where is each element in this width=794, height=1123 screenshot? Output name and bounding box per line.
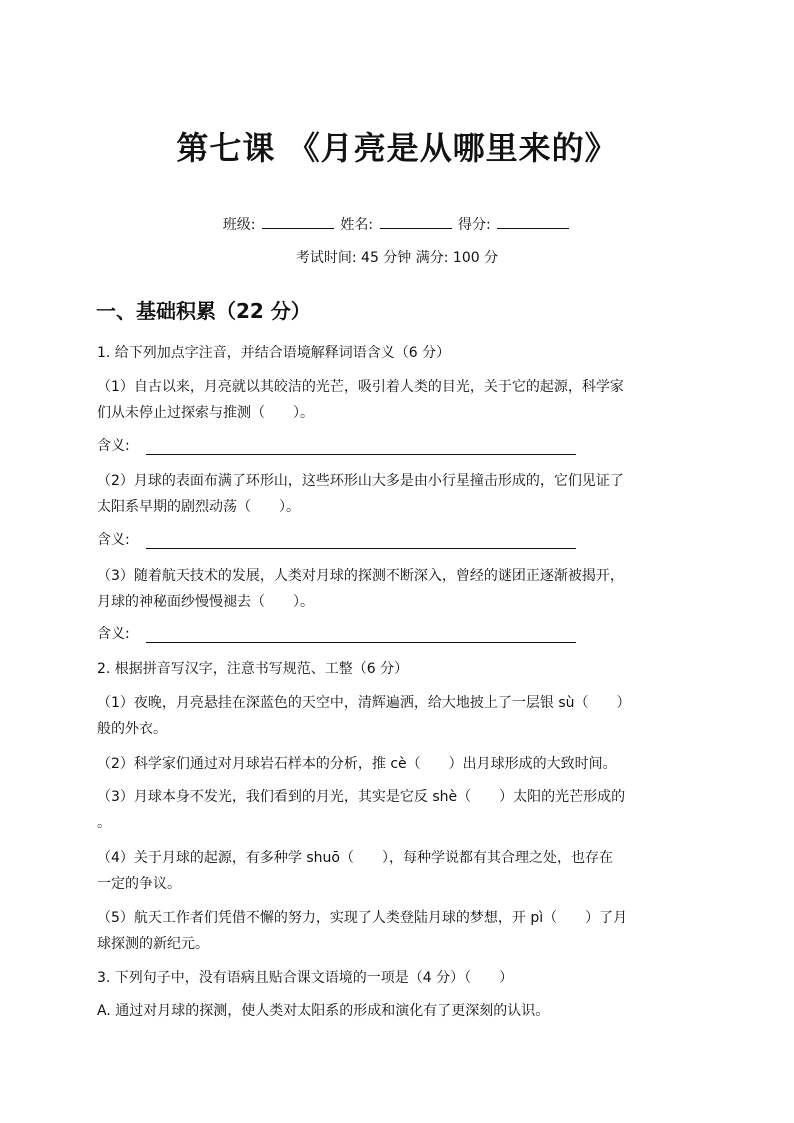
- meaning-answer-line[interactable]: [146, 548, 576, 549]
- item-line: （5）航天工作者们凭借不懈的努力，实现了人类登陆月球的梦想，开 pì（ ）了月: [97, 910, 628, 926]
- page-title: 第七课 《月亮是从哪里来的》: [176, 129, 618, 167]
- name-label: 姓名:: [340, 217, 374, 233]
- question-2-item-3: [97, 784, 707, 836]
- item-line: 月球的神秘面纱慢慢褪去（ ）。: [97, 594, 314, 610]
- question-2-item-5: [97, 905, 707, 957]
- student-info-row: [0, 214, 794, 236]
- meaning-label: 含义:: [97, 438, 130, 454]
- item-line: （1）夜晚，月亮悬挂在深蓝色的天空中，清辉遍洒，给大地披上了一层银 sù（ ）: [97, 695, 631, 711]
- section-heading: 一、基础积累（22 分）: [96, 299, 311, 323]
- question-2-item-4: [97, 845, 707, 897]
- question-1-item-2: [97, 468, 707, 520]
- item-line: （2）科学家们通过对月球岩石样本的分析，推 cè（ ）出月球形成的大致时间。: [97, 756, 617, 772]
- item-line: （3）随着航天技术的发展，人类对月球的探测不断深入，曾经的谜团正逐渐被揭开，: [97, 568, 624, 584]
- item-line: 们从未停止过探索与推测（ ）。: [97, 405, 314, 421]
- question-3-option-a[interactable]: A. 通过对月球的探测，使人类对太阳系的形成和演化有了更深刻的认识。: [97, 1003, 550, 1019]
- question-1-stem: 1. 给下列加点字注音，并结合语境解释词语含义（6 分）: [97, 345, 451, 361]
- item-line: 般的外衣。: [97, 721, 167, 737]
- score-label: 得分:: [458, 217, 491, 233]
- item-line: 太阳系早期的剧烈动荡（ ）。: [97, 499, 300, 515]
- class-blank: [262, 214, 334, 229]
- item-line: （1）自古以来，月亮就以其皎洁的光芒，吸引着人类的目光，关于它的起源，科学家: [97, 379, 624, 395]
- question-2-item-2: [97, 751, 707, 777]
- item-line: 一定的争议。: [97, 876, 181, 892]
- exam-info: 考试时间: 45 分钟 满分: 100 分: [295, 250, 499, 266]
- item-line: （2）月球的表面布满了环形山，这些环形山大多是由小行星撞击形成的，它们见证了: [97, 473, 624, 489]
- score-blank: [497, 214, 569, 229]
- meaning-label: 含义:: [97, 532, 130, 548]
- item-line: （3）月球本身不发光，我们看到的月光，其实是它反 shè（ ）太阳的光芒形成的: [97, 789, 626, 805]
- meaning-answer-line[interactable]: [146, 642, 576, 643]
- meaning-answer-line[interactable]: [146, 454, 576, 455]
- question-2-item-1: [97, 690, 707, 742]
- question-2-stem: 2. 根据拼音写汉字，注意书写规范、工整（6 分）: [97, 661, 409, 677]
- class-label: 班级:: [222, 217, 256, 233]
- question-3-stem: 3. 下列句子中，没有语病且贴合课文语境的一项是（4 分）（ ）: [97, 970, 514, 986]
- item-line: 。: [97, 815, 111, 831]
- name-blank: [380, 214, 452, 229]
- meaning-label: 含义:: [97, 626, 130, 642]
- question-1-item-3: [97, 563, 707, 615]
- question-1-item-1: [97, 374, 707, 426]
- item-line: （4）关于月球的起源，有多种学 shuō（ ），每种学说都有其合理之处，也存在: [97, 850, 613, 866]
- item-line: 球探测的新纪元。: [97, 936, 209, 952]
